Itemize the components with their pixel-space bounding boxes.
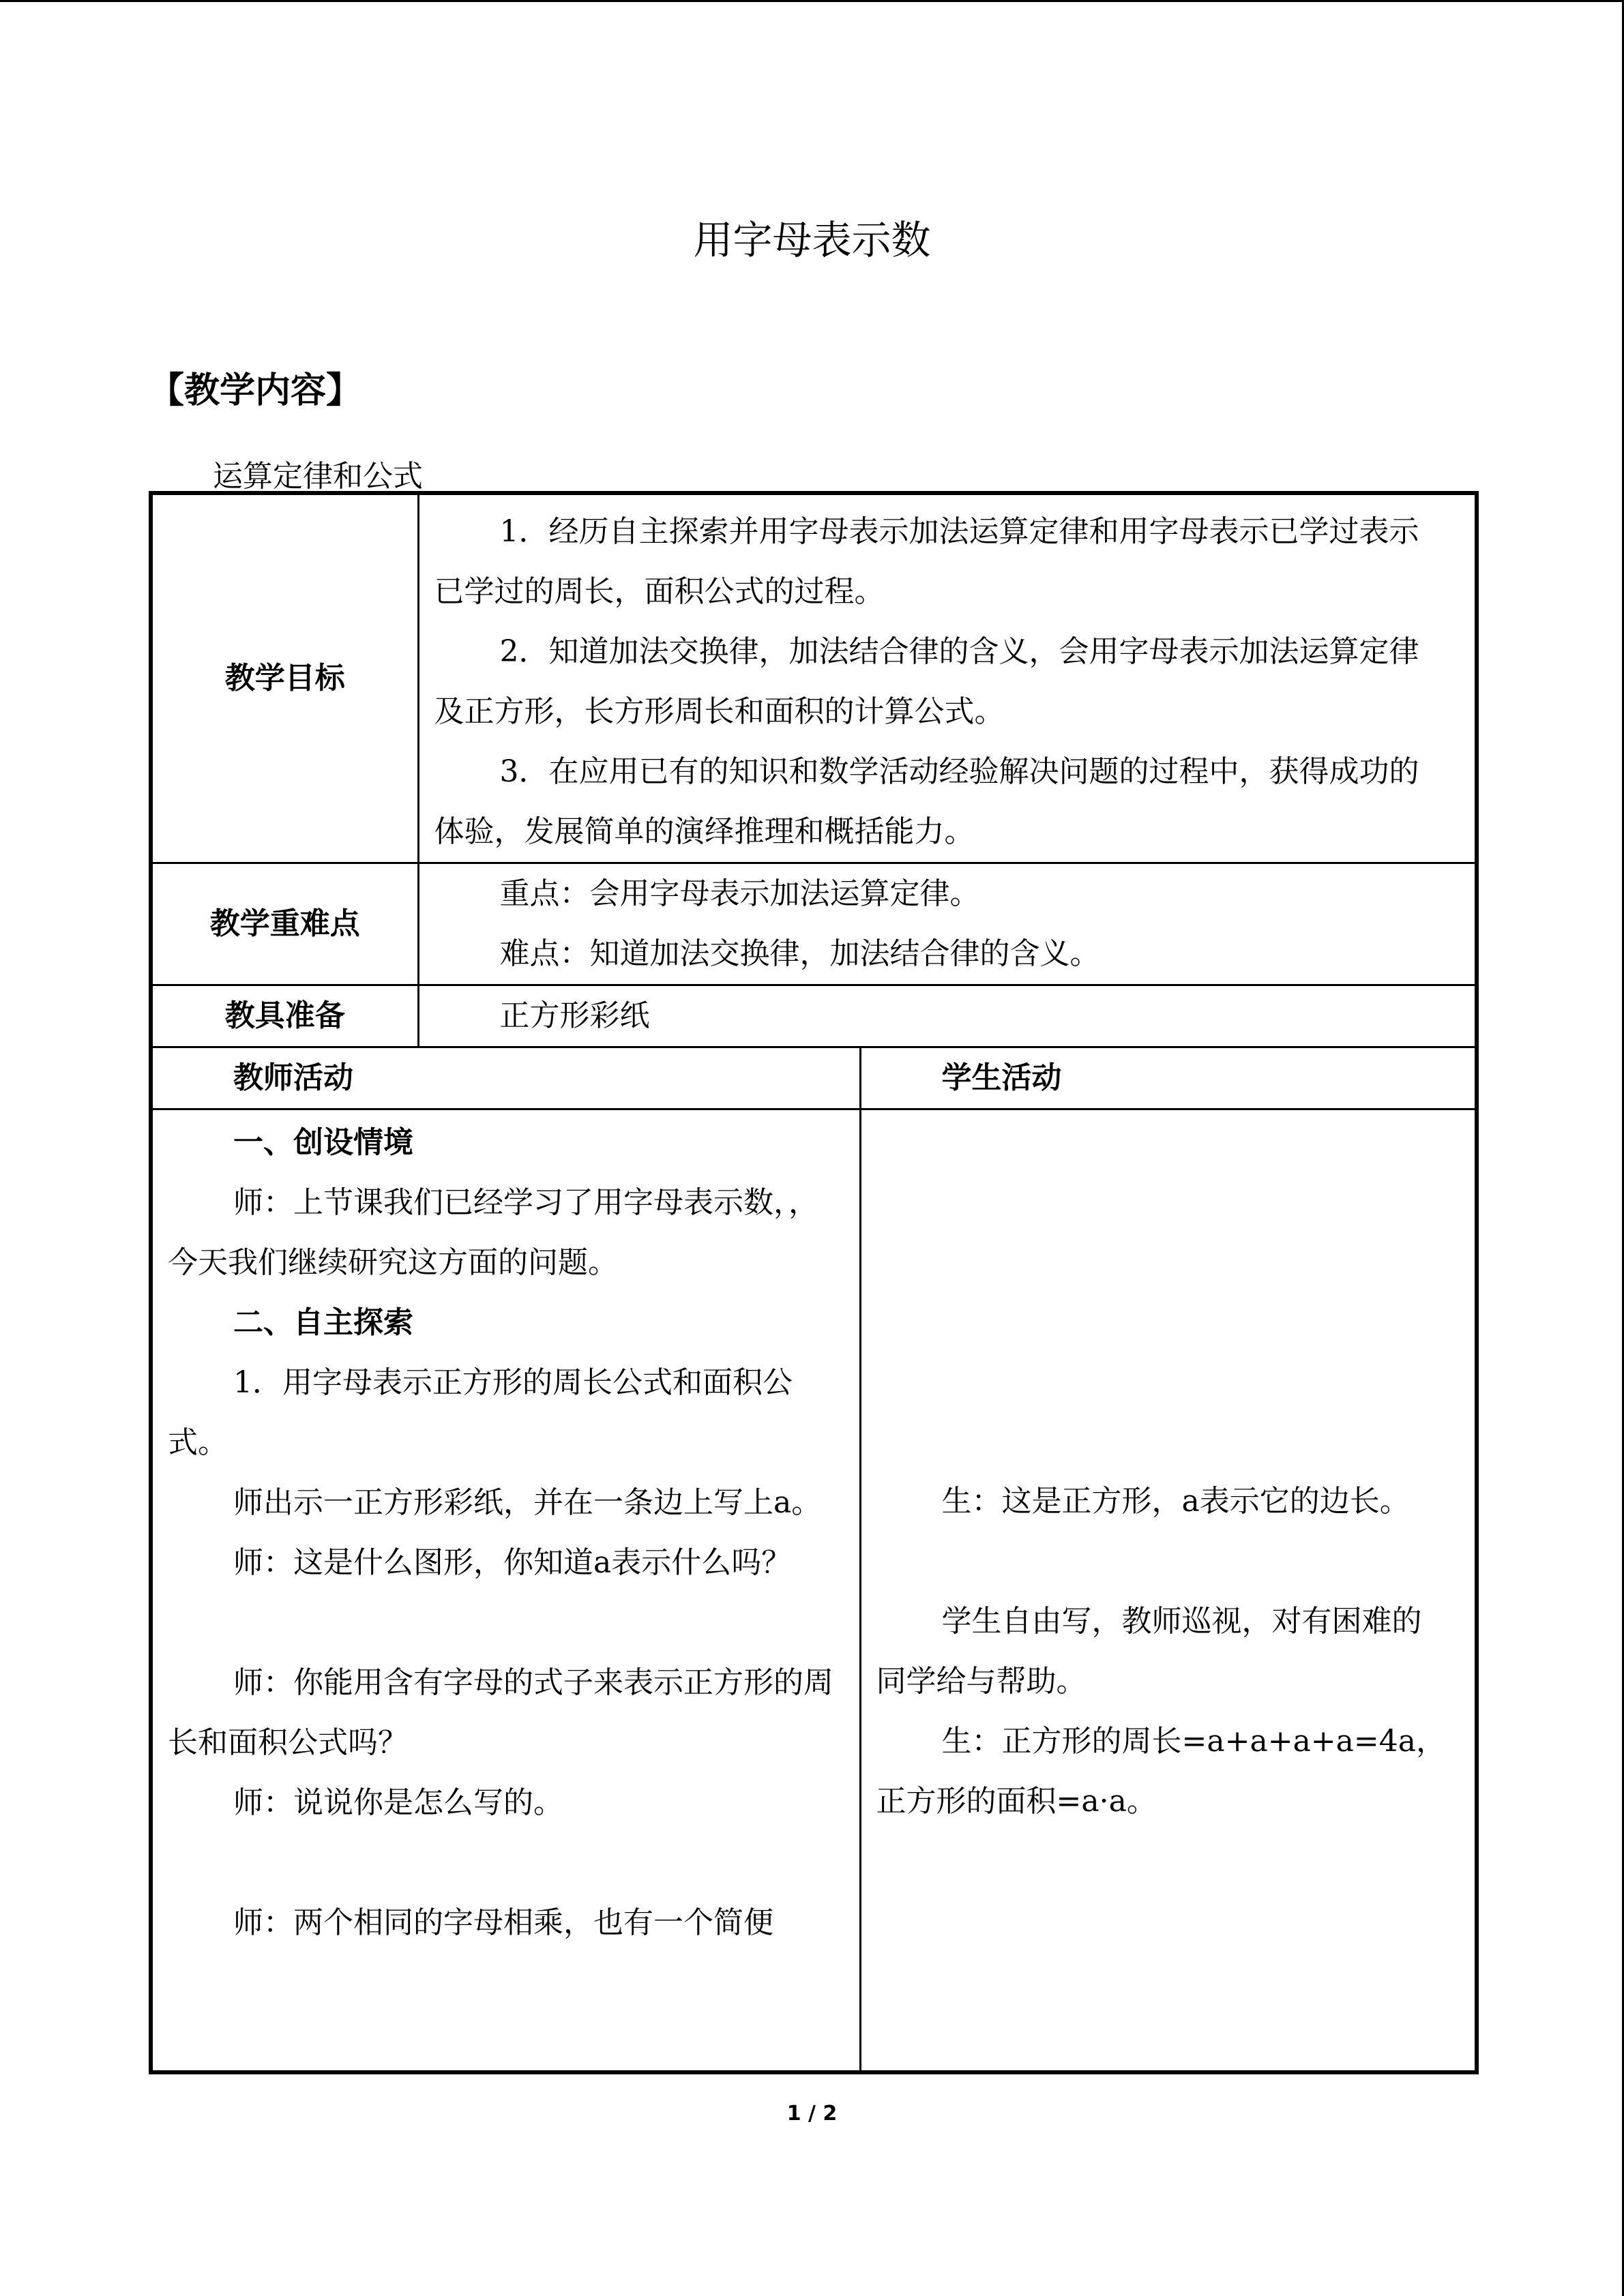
goals-cell [418,493,1477,863]
goals-label: 教学目标 [151,493,418,863]
tools-label: 教具准备 [151,985,418,1047]
teacher-activity-cell [151,1109,860,2072]
teacher-line: 师：这是什么图形，你知道a表示什么吗？ [233,1545,792,1580]
key-points-label: 教学重难点 [151,863,418,985]
page-border-top [0,0,1624,2]
teacher-step-heading: 二、自主探索 [233,1305,413,1340]
student-line: 生：这是正方形，a表示它的边长。 [941,1484,1410,1519]
teacher-line: 师：上节课我们已经学习了用字母表示数，，今天我们继续研究这方面的问题。 [168,1185,818,1280]
teacher-step-heading: 一、创设情境 [233,1125,413,1160]
goals-row [151,493,1477,863]
teacher-line: 师出示一正方形彩纸，并在一条边上写上a。 [233,1485,822,1520]
spacer [861,1110,1475,1472]
key-points-cell [418,863,1477,985]
teacher-line: 师：说说你是怎么写的。 [233,1785,563,1820]
section-heading: 【教学内容】 [149,370,362,411]
teacher-activity-header: 教师活动 [151,1047,860,1109]
difficult-point: 难点：知道加法交换律，加法结合律的含义。 [499,936,1100,971]
key-points-row [151,863,1477,985]
student-line: 生：正方形的周长=a+a+a+a=4a，正方形的面积=a·a。 [876,1724,1446,1819]
student-activity-header: 学生活动 [860,1047,1477,1109]
page-number: 1 / 2 [786,2102,838,2126]
goal-item-1: 1．经历自主探索并用字母表示加法运算定律和用字母表示已学过表示已学过的周长，面积公式的过程。 [434,514,1419,609]
tools-row [151,985,1477,1047]
lesson-plan-table [149,491,1479,2074]
key-point: 重点：会用字母表示加法运算定律。 [499,876,980,911]
tools-value: 正方形彩纸 [499,998,650,1033]
goal-item-3: 3．在应用已有的知识和数学活动经验解决问题的过程中，获得成功的体验，发展简单的演绎推理和概括能力。 [434,754,1419,849]
student-line: 学生自由写，教师巡视，对有困难的同学给与帮助。 [876,1604,1422,1699]
tools-cell [418,985,1477,1047]
document-title: 用字母表示数 [693,217,931,263]
activity-row [151,1109,1477,2072]
teacher-line: 师：你能用含有字母的式子来表示正方形的周长和面积公式吗？ [168,1665,833,1760]
spacer [153,1833,859,1893]
spacer [153,1593,859,1653]
activity-header-row [151,1047,1477,1109]
spacer [861,1532,1475,1592]
goal-item-2: 2．知道加法交换律，加法结合律的含义，会用字母表示加法运算定律及正方形，长方形周长和面积的计算公式。 [434,634,1419,729]
student-activity-cell [860,1109,1477,2072]
teacher-line: 师：两个相同的字母相乘，也有一个简便 [233,1905,773,1940]
teaching-content: 运算定律和公式 [213,459,423,494]
teacher-line: 1．用字母表示正方形的周长公式和面积公式。 [168,1365,793,1460]
